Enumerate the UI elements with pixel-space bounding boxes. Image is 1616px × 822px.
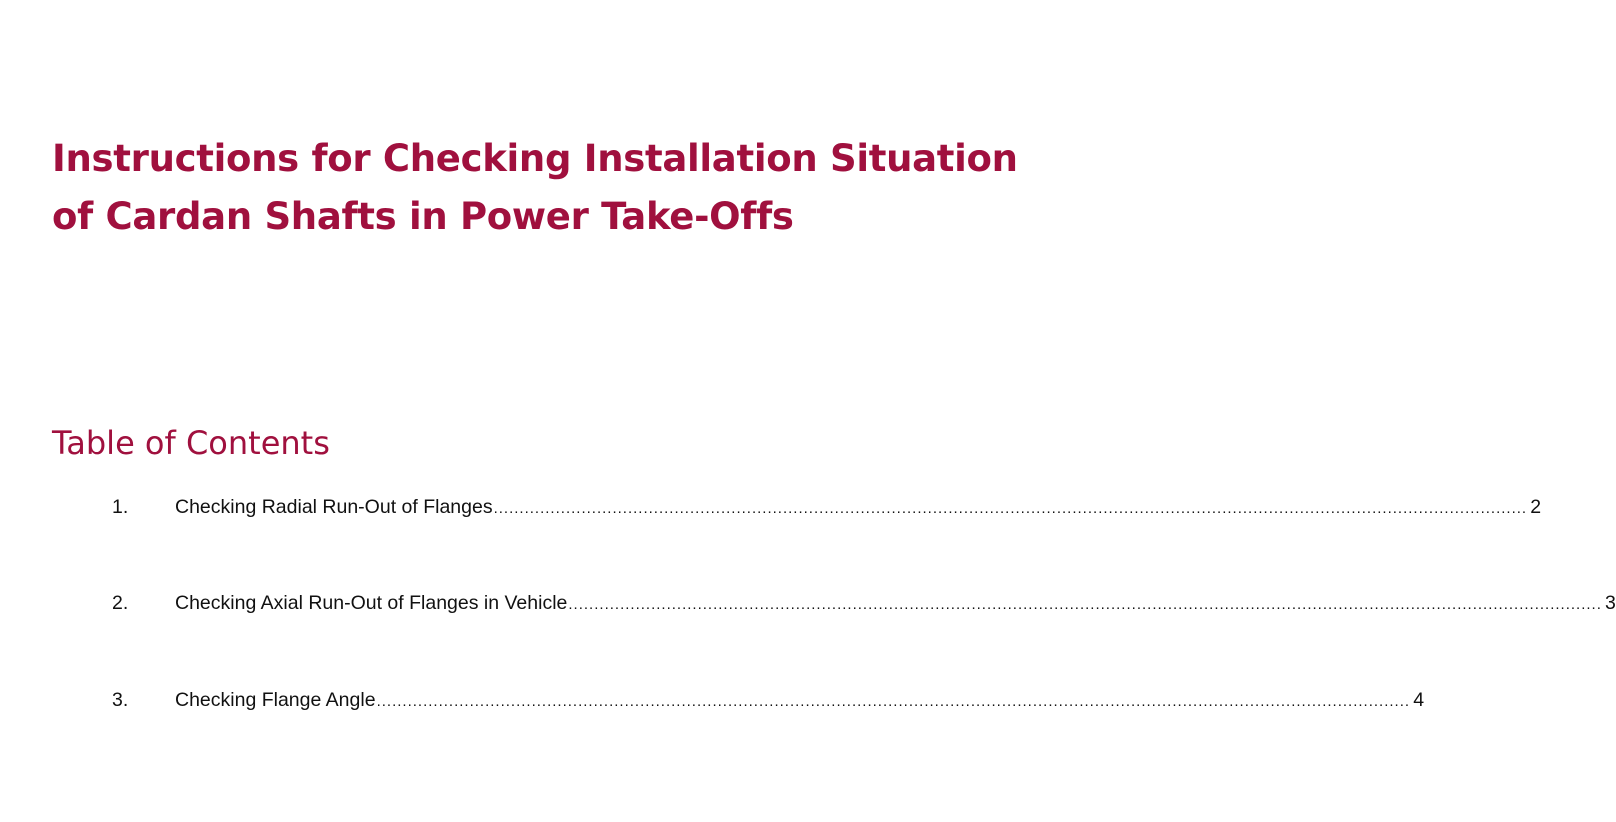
toc-entry-3[interactable]: [112, 689, 1425, 715]
toc-entry-2[interactable]: [112, 592, 1616, 618]
toc-entry-label[interactable]: Checking Axial Run-Out of Flanges in Vehicle: [175, 592, 568, 614]
toc-entry-page[interactable]: 2: [1530, 496, 1542, 518]
toc-entry-number: 2.: [112, 592, 129, 614]
document-title-line-1: Instructions for Checking Installation Situation: [52, 137, 1018, 180]
toc-heading: Table of Contents: [52, 424, 330, 462]
toc-dot-leader: ........................................................................................................................................................................................................: [568, 596, 1602, 613]
toc-dot-leader: ........................................................................................................................................................................................................: [493, 500, 1528, 517]
toc-entry-label[interactable]: Checking Radial Run-Out of Flanges: [175, 496, 493, 518]
toc-entry-page[interactable]: 4: [1413, 689, 1425, 711]
toc-dot-leader: ........................................................................................................................................................................................................: [376, 693, 1411, 710]
toc-entry-1[interactable]: [112, 496, 1542, 522]
toc-entry-label[interactable]: Checking Flange Angle: [175, 689, 376, 711]
document-title: [52, 130, 1052, 246]
toc-entry-page[interactable]: 3: [1605, 592, 1616, 614]
document-title-line-2: of Cardan Shafts in Power Take-Offs: [52, 195, 794, 238]
toc-entry-number: 3.: [112, 689, 129, 711]
toc-entry-number: 1.: [112, 496, 129, 518]
